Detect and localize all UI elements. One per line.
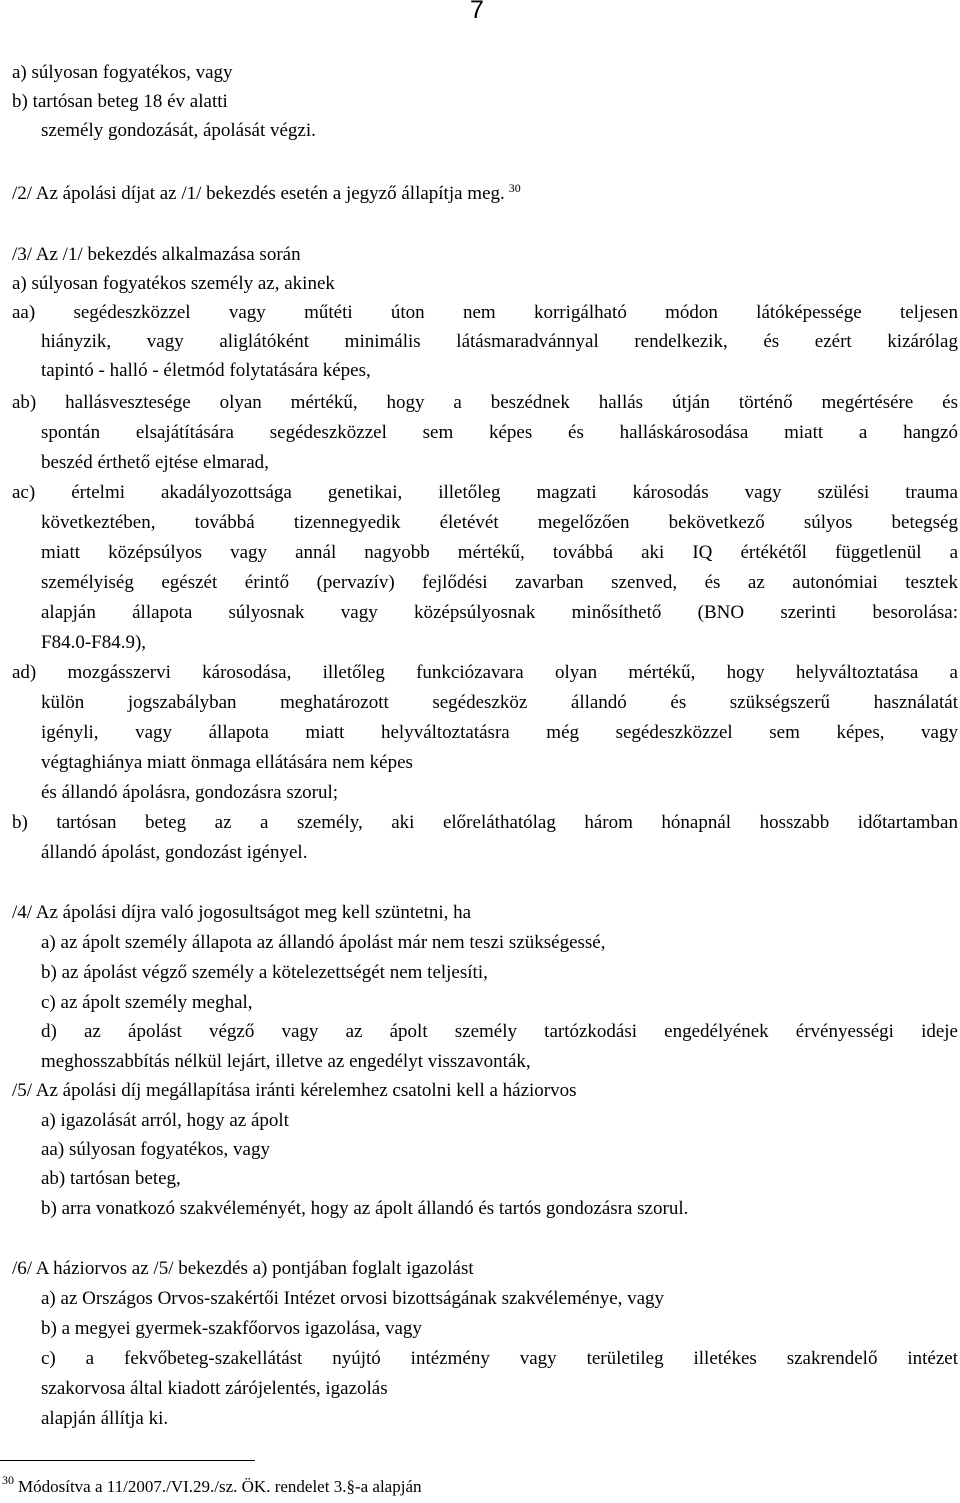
text-line-content: külön jogszabályban meghatározott segédeszköz állandó és szükségszerű használatát bbox=[41, 692, 958, 713]
text-line-content: következtében, továbbá tizennegyedik életévét megelőzően bekövetkező súlyos betegség bbox=[41, 512, 958, 533]
text-line-content: igényli, vagy állapota miatt helyváltoztatásra még segédeszközzel sem képes, vagy bbox=[41, 722, 958, 743]
text-line-content: a) súlyosan fogyatékos, vagy bbox=[12, 62, 233, 83]
footnote-marker: 30 bbox=[2, 1473, 14, 1487]
text-line bbox=[41, 780, 338, 805]
text-line-content: b) tartósan beteg 18 év alatti bbox=[12, 91, 228, 112]
text-line bbox=[41, 1196, 688, 1221]
text-line-content: c) a fekvőbeteg-szakellátást nyújtó intézmény vagy területileg illetékes szakrendelő intézet bbox=[41, 1348, 958, 1369]
footnote-text: Módosítva a 11/2007./VI.29./sz. ÖK. rendelet 3.§-a alapján bbox=[18, 1477, 422, 1496]
text-line-content: spontán elsajátítására segédeszközzel sem képes és halláskárosodása miatt a hangzó bbox=[41, 422, 958, 443]
text-line-content: b) az ápolást végző személy a kötelezettségét nem teljesíti, bbox=[41, 962, 488, 983]
page-number: 7 bbox=[470, 0, 484, 24]
footnote-separator bbox=[0, 1460, 255, 1461]
text-line bbox=[41, 690, 958, 715]
text-line-content: alapján állítja ki. bbox=[41, 1408, 169, 1429]
text-line bbox=[41, 358, 371, 383]
text-line-content: alapján állapota súlyosnak vagy középsúlyosnak minősíthető (BNO szerinti besorolása: bbox=[41, 602, 958, 623]
text-line-content: a) súlyosan fogyatékos személy az, akinek bbox=[12, 273, 335, 294]
footnote bbox=[2, 1475, 422, 1500]
text-line-content: a) az ápolt személy állapota az állandó ápolást már nem teszi szükségessé, bbox=[41, 932, 606, 953]
text-line-content: aa) segédeszközzel vagy műtéti úton nem korrigálható módon látóképessége teljesen bbox=[12, 302, 958, 323]
text-line bbox=[41, 630, 146, 655]
text-line-content: hiányzik, vagy aliglátóként minimális látásmaradvánnyal rendelkezik, és ezért kizárólag bbox=[41, 331, 958, 352]
text-line-content: ab) tartósan beteg, bbox=[41, 1168, 181, 1189]
text-line-content: aa) súlyosan fogyatékos, vagy bbox=[41, 1139, 270, 1160]
text-line-content: /4/ Az ápolási díjra való jogosultságot meg kell szüntetni, ha bbox=[12, 902, 472, 923]
text-line bbox=[41, 720, 958, 745]
text-line-content: /6/ A háziorvos az /5/ bekezdés a) pontjában foglalt igazolást bbox=[12, 1258, 474, 1279]
text-line bbox=[12, 89, 228, 114]
text-line bbox=[12, 1078, 577, 1103]
text-line bbox=[41, 1019, 958, 1044]
text-line-content: b) a megyei gyermek-szakfőorvos igazolása, vagy bbox=[41, 1318, 422, 1339]
text-line-content: állandó ápolást, gondozást igényel. bbox=[41, 842, 308, 863]
text-line bbox=[41, 1316, 422, 1341]
text-line bbox=[12, 242, 301, 267]
text-line-content: a) igazolását arról, hogy az ápolt bbox=[41, 1110, 289, 1131]
text-line bbox=[41, 1346, 958, 1371]
text-line bbox=[41, 329, 958, 354]
text-line-content: tapintó - halló - életmód folytatására képes, bbox=[41, 360, 371, 381]
text-line-content: /2/ Az ápolási díjat az /1/ bekezdés esetén a jegyző állapítja meg. bbox=[12, 183, 505, 204]
text-line bbox=[12, 60, 233, 85]
text-line-content: b) tartósan beteg az a személy, aki előreláthatólag három hónapnál hosszabb időtartamban bbox=[12, 812, 958, 833]
text-line bbox=[12, 660, 958, 685]
text-line-content: és állandó ápolásra, gondozásra szorul; bbox=[41, 782, 339, 803]
text-line-content: b) arra vonatkozó szakvéleményét, hogy az ápolt állandó és tartós gondozásra szorul. bbox=[41, 1198, 689, 1219]
text-line bbox=[41, 840, 307, 865]
text-line-content: c) az ápolt személy meghal, bbox=[41, 992, 253, 1013]
text-line bbox=[41, 1166, 181, 1191]
text-line bbox=[41, 1406, 168, 1431]
text-line-content: szakorvosa által kiadott zárójelentés, igazolás bbox=[41, 1378, 388, 1399]
text-line bbox=[12, 900, 471, 925]
text-line bbox=[41, 990, 253, 1015]
text-line bbox=[41, 1286, 664, 1311]
text-line-content: /3/ Az /1/ bekezdés alkalmazása során bbox=[12, 244, 301, 265]
text-line bbox=[41, 960, 488, 985]
text-line bbox=[41, 450, 269, 475]
text-line bbox=[41, 750, 413, 775]
text-line bbox=[12, 181, 521, 208]
text-line-content: miatt középsúlyos vagy annál nagyobb mértékű, továbbá aki IQ értékétől függetlenül a bbox=[41, 542, 958, 563]
text-line bbox=[41, 1137, 270, 1162]
text-line bbox=[12, 300, 958, 325]
text-line bbox=[12, 480, 958, 505]
footnote-reference: 30 bbox=[508, 181, 521, 195]
text-line bbox=[12, 810, 958, 835]
text-line-content: ac) értelmi akadályozottsága genetikai, illetőleg magzati károsodás vagy szülési trauma bbox=[12, 482, 958, 503]
text-line bbox=[41, 1376, 388, 1401]
text-line-content: d) az ápolást végző vagy az ápolt személy tartózkodási engedélyének érvényességi ideje bbox=[41, 1021, 958, 1042]
text-line bbox=[41, 118, 316, 143]
text-line bbox=[41, 540, 958, 565]
text-line-content: ab) hallásvesztesége olyan mértékű, hogy a beszédnek hallás útján történő megértésére és bbox=[12, 392, 958, 413]
text-line bbox=[41, 510, 958, 535]
text-line-content: /5/ Az ápolási díj megállapítása iránti kérelemhez csatolni kell a háziorvos bbox=[12, 1080, 577, 1101]
text-line-content: ad) mozgásszervi károsodása, illetőleg funkciózavara olyan mértékű, hogy helyváltoztatása a bbox=[12, 662, 958, 683]
text-line-content: személyiség egészét érintő (pervazív) fejlődési zavarban szenved, és az autonómiai tesztek bbox=[41, 572, 958, 593]
text-line bbox=[41, 1108, 289, 1133]
text-line bbox=[12, 390, 958, 415]
text-line-content: a) az Országos Orvos-szakértői Intézet orvosi bizottságának szakvéleménye, vagy bbox=[41, 1288, 665, 1309]
text-line-content: beszéd érthető ejtése elmarad, bbox=[41, 452, 269, 473]
text-line bbox=[41, 600, 958, 625]
text-line bbox=[41, 1049, 531, 1074]
text-line bbox=[41, 570, 958, 595]
text-line-content: meghosszabbítás nélkül lejárt, illetve az engedélyt visszavonták, bbox=[41, 1051, 531, 1072]
text-line bbox=[12, 1256, 474, 1281]
text-line bbox=[12, 271, 335, 296]
text-line bbox=[41, 420, 958, 445]
text-line bbox=[41, 930, 606, 955]
text-line-content: végtaghiánya miatt önmaga ellátására nem képes bbox=[41, 752, 413, 773]
text-line-content: F84.0-F84.9), bbox=[41, 632, 147, 653]
text-line-content: személy gondozását, ápolását végzi. bbox=[41, 120, 316, 141]
